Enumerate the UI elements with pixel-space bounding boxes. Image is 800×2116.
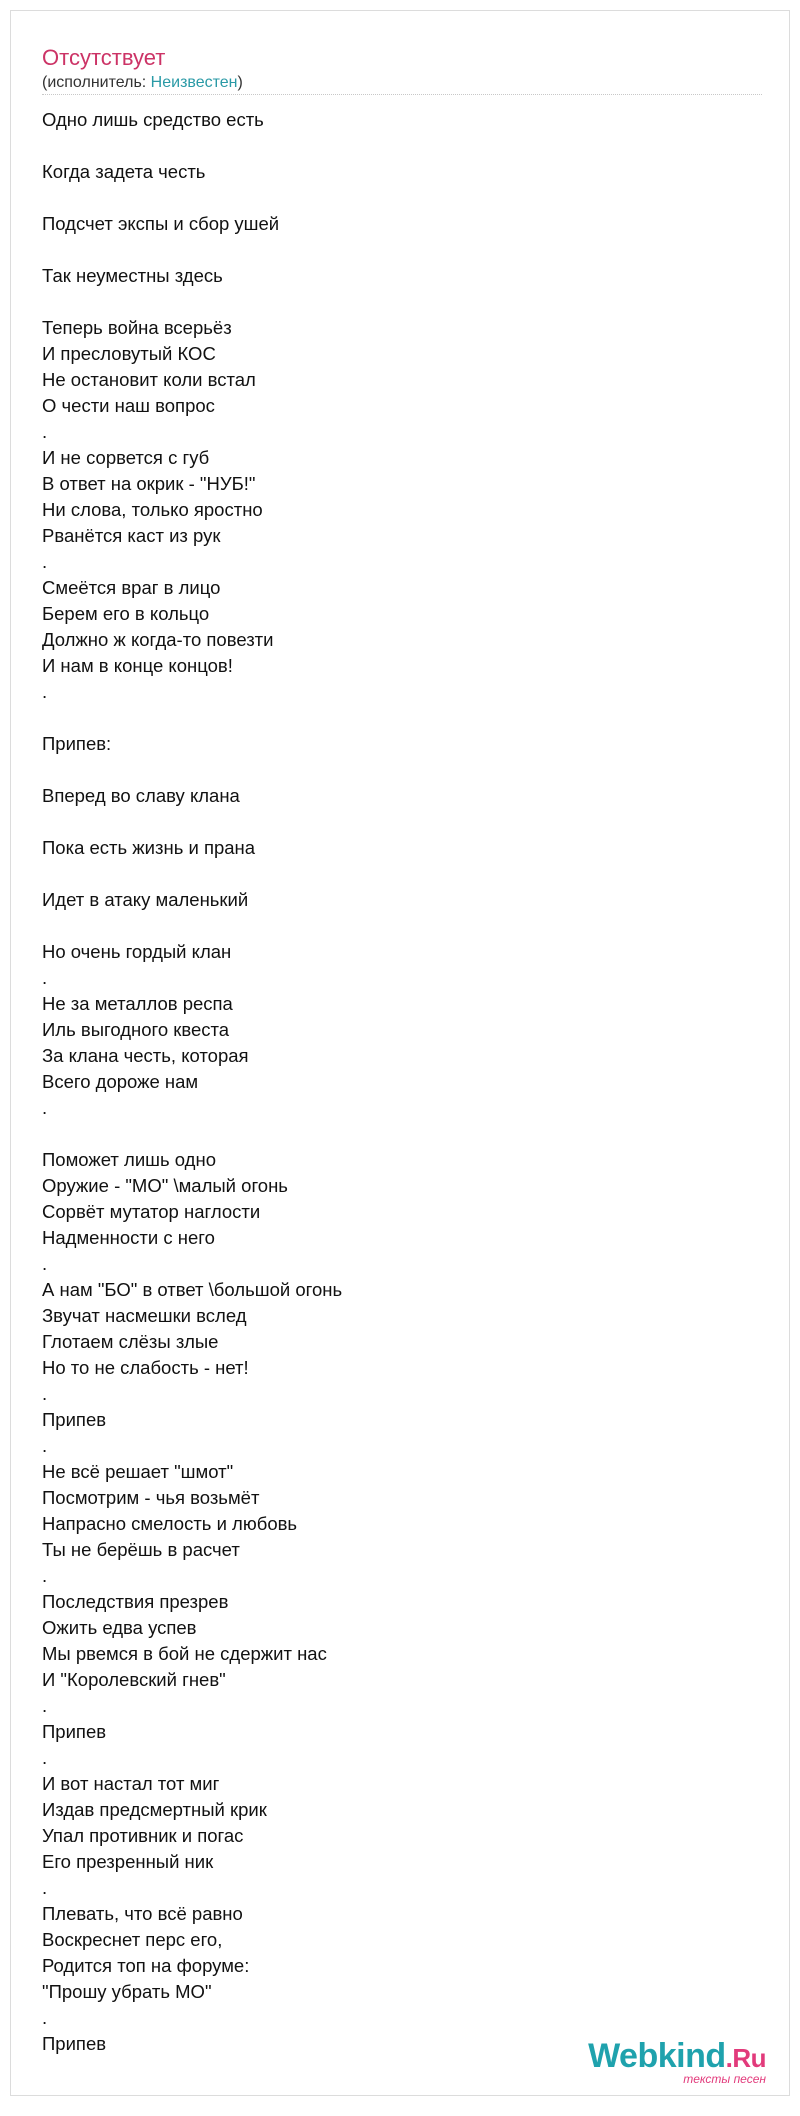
lyric-line: Идет в атаку маленький (42, 889, 249, 910)
lyric-line: . (42, 1383, 48, 1404)
lyric-line: Припев (42, 1409, 107, 1430)
lyric-line: Плевать, что всё равно (42, 1903, 243, 1924)
lyric-line: Ни слова, только яростно (42, 499, 263, 520)
page-card (10, 10, 790, 2096)
lyric-line: Мы рвемся в бой не сдержит нас (42, 1643, 327, 1664)
lyric-line: . (42, 1877, 48, 1898)
lyric-line: Ожить едва успев (42, 1617, 197, 1638)
lyric-line: В ответ на окрик - "НУБ!" (42, 473, 256, 494)
lyric-blank-line (42, 289, 762, 315)
site-logo[interactable] (588, 2039, 766, 2085)
lyric-line: Родится топ на форуме: (42, 1955, 250, 1976)
lyric-line: Упал противник и погас (42, 1825, 244, 1846)
lyric-line: И не сорвется с губ (42, 447, 210, 468)
lyric-line: Издав предсмертный крик (42, 1799, 267, 1820)
lyric-line: О чести наш вопрос (42, 395, 215, 416)
lyric-line: Ты не берёшь в расчет (42, 1539, 240, 1560)
lyric-line: Надменности с него (42, 1227, 215, 1248)
lyric-line: Припев (42, 1721, 107, 1742)
lyric-line: . (42, 1435, 48, 1456)
lyric-line: . (42, 967, 48, 988)
lyric-line: А нам "БО" в ответ \большой огонь (42, 1279, 343, 1300)
lyric-line: Вперед во славу клана (42, 785, 240, 806)
divider (42, 94, 762, 95)
lyrics-text (42, 107, 762, 2057)
lyric-line: . (42, 1695, 48, 1716)
lyric-line: . (42, 1565, 48, 1586)
lyric-line: Рванётся каст из рук (42, 525, 221, 546)
lyric-line: . (42, 2007, 48, 2028)
lyric-line: И вот настал тот миг (42, 1773, 220, 1794)
lyric-line: И "Королевский гнев" (42, 1669, 226, 1690)
lyric-line: Но очень гордый клан (42, 941, 232, 962)
lyric-blank-line (42, 913, 762, 939)
lyric-line: Воскреснет перс его, (42, 1929, 223, 1950)
lyric-line: . (42, 551, 48, 572)
lyric-blank-line (42, 1121, 762, 1147)
lyric-line: . (42, 421, 48, 442)
lyric-line: Посмотрим - чья возьмёт (42, 1487, 260, 1508)
lyric-line: Глотаем слёзы злые (42, 1331, 219, 1352)
lyric-line: Так неуместны здесь (42, 265, 223, 286)
lyric-blank-line (42, 185, 762, 211)
lyric-line: Не всё решает "шмот" (42, 1461, 234, 1482)
lyric-line: И пресловутый КОС (42, 343, 216, 364)
lyric-line: Иль выгодного квеста (42, 1019, 230, 1040)
artist-line (42, 73, 243, 93)
artist-suffix: ) (237, 74, 243, 91)
lyric-line: Но то не слабость - нет! (42, 1357, 249, 1378)
lyric-line: Последствия презрев (42, 1591, 229, 1612)
lyric-line: За клана честь, которая (42, 1045, 249, 1066)
lyric-line: Должно ж когда-то повезти (42, 629, 274, 650)
lyric-blank-line (42, 757, 762, 783)
lyric-blank-line (42, 861, 762, 887)
lyric-line: Напрасно смелость и любовь (42, 1513, 298, 1534)
lyric-line: "Прошу убрать МО" (42, 1981, 212, 2002)
song-title: Отсутствует (42, 45, 166, 70)
lyric-line: . (42, 1097, 48, 1118)
lyric-line: Сорвёт мутатор наглости (42, 1201, 261, 1222)
lyric-line: . (42, 1747, 48, 1768)
lyric-line: Пока есть жизнь и прана (42, 837, 256, 858)
lyric-line: . (42, 1253, 48, 1274)
lyric-line: Берем его в кольцо (42, 603, 210, 624)
lyric-line: Не за металлов респа (42, 993, 233, 1014)
lyric-line: . (42, 681, 48, 702)
lyric-line: Звучат насмешки вслед (42, 1305, 247, 1326)
lyric-line: Припев (42, 2033, 107, 2054)
lyric-line: Его презренный ник (42, 1851, 214, 1872)
logo-ru-text: .Ru (725, 2043, 766, 2073)
logo-tagline: тексты песен (683, 2072, 766, 2086)
lyric-line: Не остановит коли встал (42, 369, 256, 390)
lyric-line: Поможет лишь одно (42, 1149, 216, 1170)
lyric-line: Теперь война всерьёз (42, 317, 232, 338)
lyric-line: Оружие - "МО" \малый огонь (42, 1175, 288, 1196)
lyric-line: И нам в конце концов! (42, 655, 233, 676)
lyric-line: Подсчет экспы и сбор ушей (42, 213, 280, 234)
lyric-line: Смеётся враг в лицо (42, 577, 221, 598)
lyric-blank-line (42, 237, 762, 263)
lyric-line: Припев: (42, 733, 112, 754)
lyric-line: Одно лишь средство есть (42, 109, 264, 130)
lyric-blank-line (42, 705, 762, 731)
lyric-line: Всего дороже нам (42, 1071, 199, 1092)
lyric-line: Когда задета честь (42, 161, 206, 182)
logo-web-text: Webkind (588, 2037, 726, 2075)
lyric-blank-line (42, 809, 762, 835)
lyric-blank-line (42, 133, 762, 159)
artist-link[interactable]: Неизвестен (150, 74, 238, 91)
artist-prefix: (исполнитель: (42, 74, 151, 91)
